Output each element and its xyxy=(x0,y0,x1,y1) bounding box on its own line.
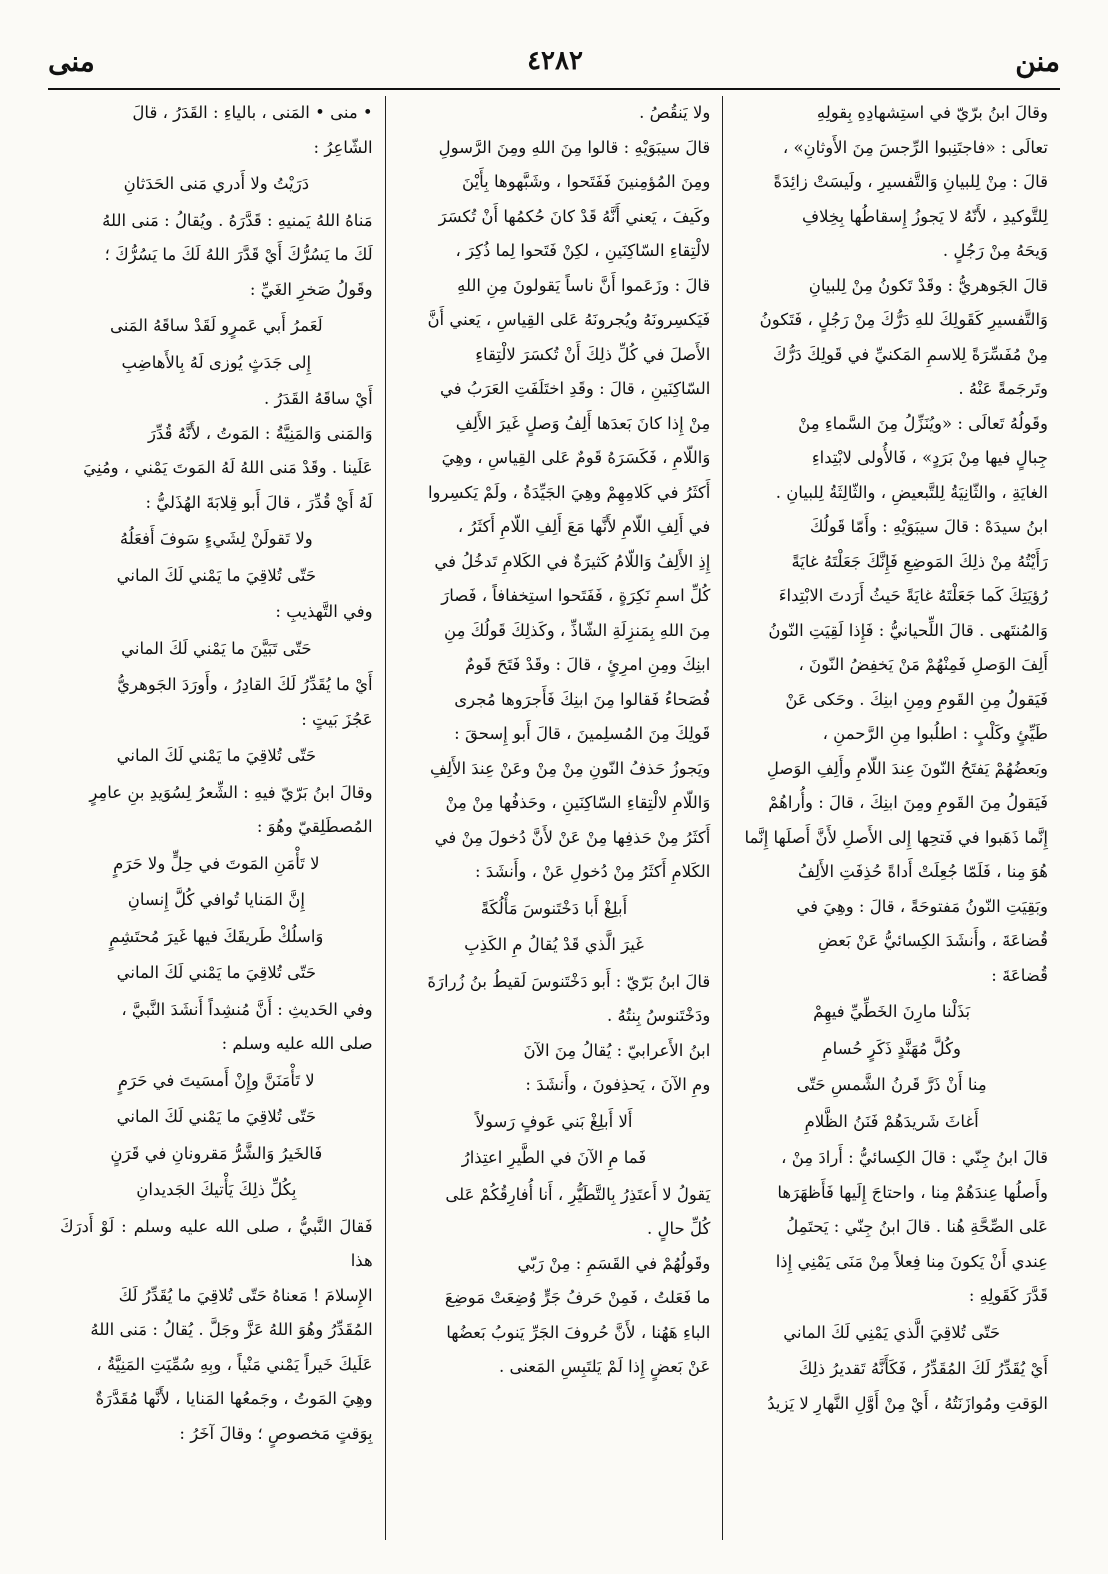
verse-line: أَغاثَ شَريدَهُمْ فَنَنُ الظَّلامِ xyxy=(804,1111,979,1131)
verse-line: فَما مِ الآنَ في الطَّيرِ اعتِذارُ xyxy=(461,1148,647,1167)
text-line: تعالَى : «فاجتَنِبوا الرِّجسَ مِنَ الأَوثانِ» ، xyxy=(782,137,1048,157)
text-line: ولا يَنقُصُ . xyxy=(639,103,711,122)
verse-line: حَتّى تُلاقِيَ الَّذي يَمْنِي لَكَ الماني xyxy=(783,1322,1001,1342)
column-middle xyxy=(386,96,723,1540)
text-line: قالَ : مِنْ لِلبيانِ وَالتَّفسيرِ ، ولَيسَتْ زائِدَةً xyxy=(773,172,1048,191)
verse-line: فَالخَيرُ وَالشَّرُّ مَقرونانِ في قَرَنٍ xyxy=(110,1143,323,1163)
text-line: وهِيَ المَوتُ ، وجَمعُها المَنايا ، لأَنَّها مُقَدَّرَةٌ xyxy=(95,1389,373,1408)
verse-line: مِنا أَنْ ذَرَّ قَرنُ الشَّمسِ حَتّى xyxy=(796,1075,987,1094)
text-line: قَدَّرَ كَقَولِهِ : xyxy=(968,1286,1048,1305)
text-line: وقالَ ابنُ بَرّيّ فيهِ : الشِّعرُ لِسُوَيدِ بنِ عامِرٍ xyxy=(89,782,373,802)
text-line: وَالمُنتَهى . قالَ اللِّحيانيُّ : فَإِذا لَقِيَتِ النّونُ xyxy=(768,620,1048,640)
verse-line: بِكُلِّ ذلِكَ يَأْتيكَ الجَديدانِ xyxy=(136,1180,297,1199)
text-line: هُوَ مِنا ، فَلَمّا جُعِلَتْ أَداةً حُذِفَتِ الأَلِفُ xyxy=(797,862,1048,881)
text-line: مِنْ مُفَسِّرَةً لِلاسمِ المَكنيِّ في قَولِكَ دَرُّكَ xyxy=(772,344,1048,364)
text-line: لَهُ أَيْ قُدِّرَ ، قالَ أَبو قِلابَةَ الهُذَليُّ : xyxy=(145,492,373,512)
text-line: قَولِكَ مِنَ المُسلِمينَ ، قالَ أَبو إِسحقَ : xyxy=(454,724,711,743)
text-line: إِنَّما ذَهَبوا في فَتحِها إِلى الأَصلِ لأَنَّ أَصلَها إِنَّما xyxy=(744,827,1048,847)
verse-line: بَذَلْنا مارِنَ الخَطِّيِّ فيهِمْ xyxy=(813,1002,971,1021)
text-line: لالْتِقاءِ السّاكِنَينِ ، لكِنْ فَتَحوا لِما ذُكِرَ ، xyxy=(455,241,711,260)
text-line: قُضاعَةَ ، وأَنشَدَ الكِسائيُّ عَنْ بَعضِ xyxy=(818,931,1048,950)
text-line: مَناهُ اللهُ يَمنيهِ : قَدَّرَهُ . ويُقالُ : مَنى اللهُ xyxy=(102,210,373,230)
header-rule xyxy=(48,88,1060,90)
verse-line: وَاسلُكْ طَريقَكَ فيها غَيرَ مُحتَشِمٍ xyxy=(109,926,324,946)
text-line: فَيَكسِرونَهُ ويُجرونَهُ عَلى القِياسِ ، يَعني أَنَّ xyxy=(427,310,711,329)
verse-line: ولا تَقولَنْ لِشَيءٍ سَوفَ أَفعَلُهُ xyxy=(119,529,313,548)
text-line: رَأَيْتُهُ مِنْ ذلِكَ المَوضِعِ فَإِنَّكَ جَعَلْتَهُ غايَةً xyxy=(791,551,1048,571)
text-line: ويَجوزُ حَذفُ النّونِ مِنْ مِنْ وعَنْ عِندَ الأَلِفِ xyxy=(429,758,711,778)
text-line: مِنَ اللهِ بِمَنزِلَةِ الشّاذِّ ، وكَذلِكَ قَولُكَ مِنِ xyxy=(444,620,711,640)
text-line: لِلتَّوكيدِ ، لأَنّهُ لا يَجوزُ إِسقاطُها بِخِلافِ xyxy=(801,206,1048,226)
column-left xyxy=(48,96,385,1540)
text-line: وقَولُ صَخرِ الغَيِّ : xyxy=(249,279,373,299)
text-line: وفي الحَديثِ : أَنَّ مُنشِداً أَنشَدَ النَّبيَّ ، xyxy=(121,999,373,1019)
verse-line: إِلى جَدَثٍ يُوزى لَهُ بِالأَهاضِبِ xyxy=(121,352,312,372)
text-line: قالَ سيبَوَيْهِ : قالوا مِنَ اللهِ ومِنَ الرَّسولِ xyxy=(438,137,711,157)
verse-line: حَتّى تُلاقِيَ ما يَمْني لَكَ الماني xyxy=(116,963,317,982)
text-line: الغايَةِ ، والثّانِيَةُ لِلتَّبعيضِ ، والثّالِثَةُ لِلبيانِ . xyxy=(775,482,1048,502)
text-line: وفي التَّهذيبِ : xyxy=(275,602,373,621)
text-line: عَجُزَ بَيتٍ : xyxy=(301,709,373,729)
text-line: وقالَ ابنُ برّيّ في استِشهادِهِ بِقولِهِ xyxy=(816,103,1048,122)
text-line: عَلى الصِّحَّةِ هُنا . قالَ ابنُ جِنّي : يَحتَمِلُ xyxy=(786,1217,1048,1236)
text-line: وبَعضُهُمْ يَفتَحُ النّونَ عِندَ اللّامِ وأَلِفِ الوَصلِ xyxy=(766,758,1048,778)
text-line: عَنْ بَعضٍ إِذا لَمْ يَلتَبِسِ المَعنى . xyxy=(499,1357,711,1376)
text-line: ابنِكَ ومِنِ امرِئٍ ، قالَ : وقَدْ فَتَحَ قَومٌ xyxy=(465,655,711,674)
verse-line: حَتّى تُلاقِيَ ما يَمْني لَكَ الماني xyxy=(116,746,317,765)
verse-line: حَتّى تُلاقِيَ ما يَمْني لَكَ الماني xyxy=(116,1107,317,1126)
text-line: عَلَيكَ خَيراً يَمْني مَنْياً ، وبِهِ سُمِّيَتِ المَنِيَّةُ ، xyxy=(96,1354,373,1374)
text-line: جِبالٍ فيها مِنْ بَرَدٍ» ، فَالأُولى لابْتِداءِ xyxy=(811,448,1048,467)
text-line: وَالمَنى وَالمَنِيَّةُ : المَوتُ ، لأَنَّهُ قُدِّرَ xyxy=(147,423,373,443)
page-header xyxy=(48,36,1060,86)
text-line: وَيحَهُ مِنْ رَجُلٍ . xyxy=(942,241,1048,260)
text-line: كُلِّ اسمِ نَكِرَةٍ ، فَفَتَحوا استِخفافاً ، فَصارَ xyxy=(441,586,711,605)
text-line: وَاللّامِ لالْتِقاءِ السّاكِنَينِ ، وحَذفُها مِنْ مِنْ xyxy=(445,793,711,812)
verse-line: وكُلَّ مُهَنَّدٍ ذَكَرٍ حُسامِ xyxy=(822,1038,961,1058)
verse-line: لَعَمرُ أَبي عَمرٍو لَقَدْ ساقَهُ المَنى xyxy=(109,316,323,335)
verse-line: لا تَأْمَنِ المَوتَ في حِلٍّ ولا حَرَمٍ xyxy=(113,853,320,873)
text-line: ابنُ الأَعرابيّ : يُقالُ مِنَ الآنَ xyxy=(523,1040,711,1060)
verse-line: حَتّى تُلاقِيَ ما يَمْني لَكَ الماني xyxy=(116,565,317,585)
text-line: المُقَدِّرُ وهُوَ اللهُ عَزَّ وجَلَّ . يُقالُ : مَنى اللهُ xyxy=(90,1320,373,1339)
text-line: الوَقتِ ومُوازَنَتُهُ ، أَيْ مِنْ أَوَّلِ النَّهارِ لا يَزيدُ xyxy=(767,1393,1048,1413)
text-line: لَكَ ما يَسُرُّكَ أَيْ قَدَّرَ اللهُ لَكَ ما يَسُرُّكَ ؛ xyxy=(104,245,373,264)
text-line: الأَصلَ في كُلِّ ذلِكَ أَنْ تُكسَرَ لالْتِقاءِ xyxy=(475,344,711,364)
text-line: الإِسلامَ ! مَعناهُ حَتّى تُلاقِيَ ما يُقَدِّرُ لَكَ xyxy=(118,1285,373,1305)
text-line: وَالتَّفسيرِ كَقَولِكَ للهِ دَرُّكَ مِنْ رَجُلٍ ، فَتَكونُ xyxy=(759,310,1048,329)
text-line: قُضاعَةَ : xyxy=(991,965,1048,985)
text-line: مِنْ إِذا كانَ بَعدَها أَلِفُ وَصلٍ غَيرَ الأَلِفِ xyxy=(455,413,711,433)
text-line: وبَقِيَتِ النّونُ مَفتوحَةً ، قالَ : وهِيَ في xyxy=(796,896,1048,916)
column-right xyxy=(723,96,1060,1540)
column-divider xyxy=(385,96,386,1540)
text-line: إِذِ الأَلِفُ وَاللّامُ كَثيرَةٌ في الكَلامِ تَدخُلُ في xyxy=(434,551,711,571)
text-line: أَلِفَ الوَصلِ فَمِنْهُمْ مَنْ يَخفِضُ النّونَ ، xyxy=(798,655,1048,674)
text-line: قالَ : وزَعَموا أَنَّ ناساً يَقولونَ مِنِ اللهِ xyxy=(457,275,711,295)
text-line: أَكثَرُ في كَلامِهِمْ وهِيَ الجَيِّدَةُ ، ولَمْ يَكسِروا xyxy=(427,482,711,502)
text-line: أَيْ يُقَدِّرُ لَكَ المُقَدِّرُ ، فَكَأَنَّهُ تَقديرُ ذلِكَ xyxy=(798,1359,1048,1378)
text-line: يَقولُ لا أَعتَذِرُ بِالتَّطَيُّرِ ، أَنا أُفارِقُكُمْ عَلى xyxy=(445,1184,711,1204)
verse-line: لا تَأْمَنَنَّ وإِنْ أَمسَيتَ في حَرَمٍ xyxy=(117,1070,315,1090)
text-line: كُلِّ حالٍ . xyxy=(647,1219,711,1238)
text-line: قالَ ابنُ جِنّي : قالَ الكِسائيُّ : أَرادَ مِنْ ، xyxy=(781,1148,1048,1167)
right-headword: منن xyxy=(1015,44,1060,78)
columns xyxy=(48,96,1060,1540)
text-line: صلى الله عليه وسلم : xyxy=(221,1034,373,1053)
text-line: فَيَقولُ مِنَ القَومِ ومِنَ ابنِكَ ، قالَ : وأُراهُمْ xyxy=(768,793,1048,812)
column-divider xyxy=(722,96,723,1540)
text-line: عِندي أَنْ يَكونَ مِنا فِعلاً مِنْ مَنَى يَمْنِي إِذا xyxy=(775,1251,1048,1271)
text-line: وكَيفَ ، يَعني أَنَّهُ قَدْ كانَ حُكمُها أَنْ تُكسَرَ xyxy=(438,206,711,226)
text-line: وتَرجَمةً عَنْهُ . xyxy=(958,379,1048,398)
text-line: وقَولُهُ تَعالَى : «ويُنَزِّلُ مِنَ السَّماءِ مِنْ xyxy=(798,413,1048,433)
text-line: أَيْ ما يُقَدِّرُ لَكَ القادِرُ ، وأَورَدَ الجَوهريُّ xyxy=(117,675,373,694)
text-line: عَلَينا . وقَدْ مَنى اللهُ لَهُ المَوتَ يَمْني ، ومُنِيَ xyxy=(83,458,373,477)
verse-line: أَبلِغْ أَبا دَخْتَنوسَ مَأْلُكَةً xyxy=(480,898,628,918)
text-line: ابنُ سيدَهْ : قالَ سيبَوَيْهِ : وأَمّا قَولُكَ xyxy=(809,517,1048,536)
text-line: الباءِ هَهُنا ، لأَنَّ حُروفَ الجَرِّ يَنوبُ بَعضُها xyxy=(446,1322,711,1342)
text-line: فُصَحاءُ فَقالوا مِنَ ابنِكَ فَأَجرَوها مُجرى xyxy=(454,689,711,709)
text-line: فَقالَ النَّبيُّ ، صلى الله عليه وسلم : لَوْ أَدرَكَ هذا xyxy=(59,1216,373,1270)
text-line: الكَلامِ أَكثَرُ مِنْ دُخولِ عَنْ ، وأَنشَدَ : xyxy=(475,862,711,881)
text-line: ومِنَ المُؤمِنينَ فَفَتَحوا ، وشَبَّهوها بِأَيْنَ xyxy=(462,172,711,191)
text-line: ما فَعَلتُ ، فَمِنْ حَرفُ جَرٍّ وُضِعَتْ مَوضِعَ xyxy=(444,1288,711,1307)
text-line: • منى • المَنى ، بالياءِ : القَدَرُ ، قالَ xyxy=(132,103,373,122)
text-line: بِوَقتٍ مَخصوصٍ ؛ وقالَ آخَرُ : xyxy=(179,1423,373,1443)
text-line: ودَخْتَنوسُ بِنتُهُ . xyxy=(607,1006,711,1025)
verse-line: غَيرَ الَّذي قَدْ يُقالُ مِ الكَذِبِ xyxy=(464,935,644,954)
text-line: رُؤيَتِكَ كَما جَعَلْتَهُ غايَةً حَيثُ أَرَدتَ الابْتِداءَ xyxy=(778,586,1048,605)
text-line: ومِ الآنَ ، يَحذِفونَ ، وأَنشَدَ : xyxy=(525,1075,711,1094)
text-line: أَكثَرُ مِنْ حَذفِها مِنْ عَنْ لأَنَّ دُخولَ مِنْ في xyxy=(434,827,711,847)
text-line: قالَ الجَوهريُّ : وقَدْ تَكونُ مِنْ لِلبيانِ xyxy=(808,275,1048,295)
verse-line: دَرَيْتُ ولا أَدري مَنى الحَدَثانِ xyxy=(123,174,310,193)
text-line: قالَ ابنُ بَرّيّ : أَبو دَخْتَنوسَ لَقيطُ بنُ زُرارَةَ xyxy=(427,971,711,991)
text-line: في أَلِفِ اللّامِ لأَنَّها مَعَ أَلِفِ اللّامِ أَكثَرُ ، xyxy=(457,517,711,536)
text-line: الشّاعِرُ : xyxy=(313,137,373,157)
text-line: المُصطَلِقيّ وهُوَ : xyxy=(256,817,373,836)
verse-line: حَتّى تَبَيَّنَ ما يَمْني لَكَ الماني xyxy=(121,638,312,658)
verse-line: أَلا أَبلِغْ بَني عَوفٍ رَسولاً xyxy=(475,1111,633,1131)
text-line: أَيْ ساقَهُ القَدَرُ . xyxy=(264,389,373,408)
verse-line: إِنَّ المَنايا تُوافي كُلَّ إِنسانِ xyxy=(127,890,305,909)
text-line: فَيَقولُ مِنِ القَومِ ومِنِ ابنِكَ . وحَكى عَنْ xyxy=(785,689,1048,709)
left-headword: منى xyxy=(48,44,95,78)
text-line: طَيِّئٍ وكَلْبٍ : اطلُبوا مِنِ الرَّحمنِ ، xyxy=(822,724,1048,743)
text-line: وَاللّامِ ، فَكَسَرَهُ قَومٌ عَلى القِياسِ ، وهِيَ xyxy=(441,448,711,467)
text-line: وقَولُهُمْ في القَسَمِ : مِنْ رَبّي xyxy=(517,1253,711,1273)
text-line: السّاكِنَينِ ، قالَ : وقَدِ اختَلَفَتِ العَرَبُ في xyxy=(439,379,711,398)
page-number: ٤٢٨٢ xyxy=(527,46,583,76)
text-line: وأَصلُها عِندَهُمْ مِنا ، واحتاجَ إِلَيها فَأَظهَرَها xyxy=(777,1182,1048,1202)
